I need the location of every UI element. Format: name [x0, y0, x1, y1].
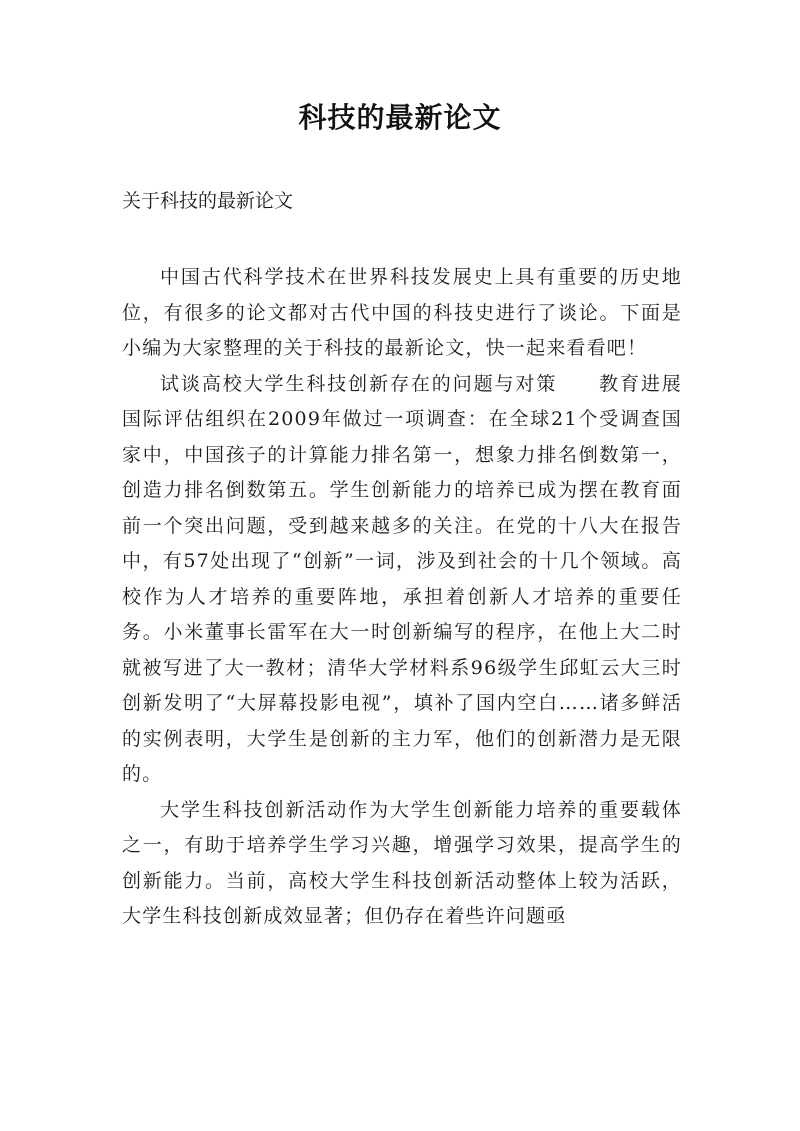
paragraph-survey: 试谈高校大学生科技创新存在的问题与对策 教育进展国际评估组织在2009年做过一项调查：在全球21个受调查国家中，中国孩子的计算能力排名第一，想象力排名倒数第一，创造力排名倒数第五。学生创新能力的培养已成为摆在教育面前一个突出问题，受到越来越多的关注。在党的十八大在报告中，有57处出现了“创新”一词，涉及到社会的十几个领域。高校作为人才培养的重要阵地，承担着创新人才培养的重要任务。小米董事长雷军在大一时创新编写的程序，在他上大二时就被写进了大一教材；清华大学材料系96级学生邱虹云大三时创新发明了“大屏幕投影电视”，填补了国内空白……诸多鲜活的实例表明，大学生是创新的主力军，他们的创新潜力是无限的。: [122, 372, 682, 785]
document-body: [122, 260, 682, 935]
paragraph-activities: 大学生科技创新活动作为大学生创新能力培养的重要载体之一，有助于培养学生学习兴趣，增强学习效果，提高学生的创新能力。当前，高校大学生科技创新活动整体上较为活跃，大学生科技创新成效显著；但仍存在着些许问题亟: [122, 798, 682, 927]
document-title: 科技的最新论文: [298, 101, 502, 134]
document-subtitle: 关于科技的最新论文: [122, 190, 294, 212]
paragraph-intro: 中国古代科学技术在世界科技发展史上具有重要的历史地位，有很多的论文都对古代中国的科技史进行了谈论。下面是小编为大家整理的关于科技的最新论文，快一起来看看吧！: [122, 266, 682, 359]
